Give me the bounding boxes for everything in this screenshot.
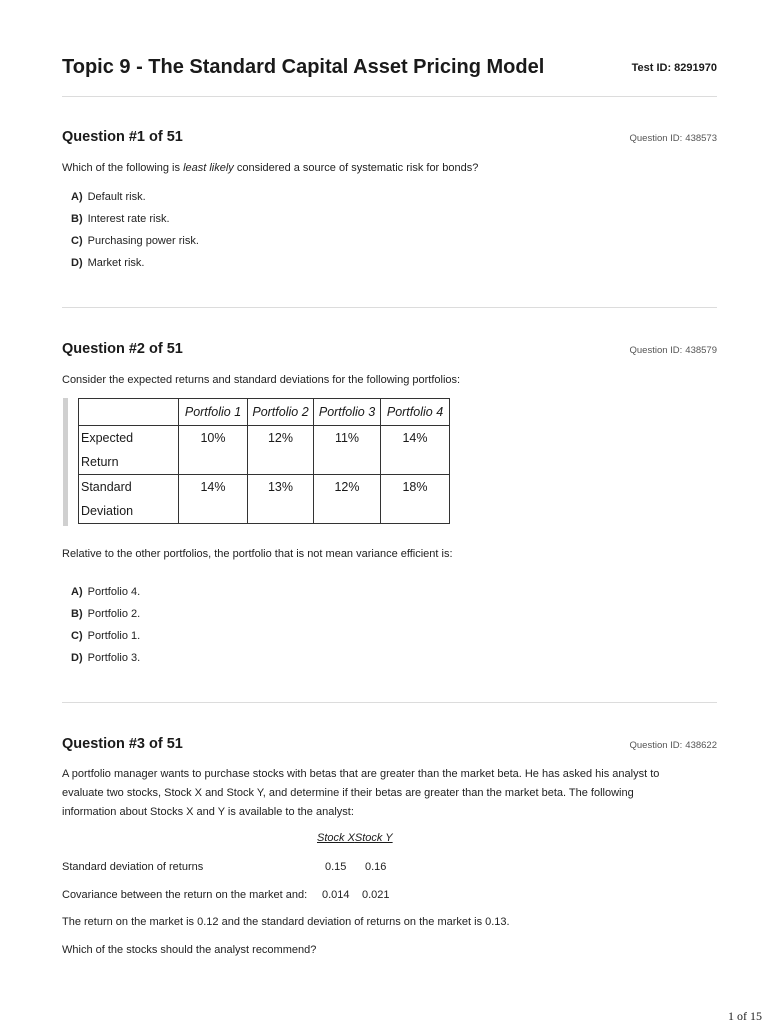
table-cell: 18%: [381, 475, 450, 524]
choice-letter: A): [71, 586, 83, 598]
choice-letter: B): [71, 213, 83, 225]
stock-y-header: Stock Y: [354, 832, 393, 844]
choice-letter: B): [71, 608, 83, 620]
question-id-value: 438573: [685, 133, 717, 144]
question-3-paragraph-line: information about Stocks X and Y is available to the analyst:: [62, 806, 354, 818]
page-header: [62, 56, 717, 86]
prompt-emphasis: least likely: [183, 162, 234, 174]
choice-letter: D): [71, 652, 83, 664]
divider: [62, 307, 717, 308]
table-accent-bar: [63, 398, 68, 526]
data-row-label: Covariance between the return on the market and:: [62, 889, 308, 901]
table-cell: 11%: [314, 426, 381, 475]
question-id-label: Question ID:: [629, 345, 683, 356]
choice-letter: D): [71, 257, 83, 269]
question-count: of 51: [149, 341, 183, 357]
question-1-title: [62, 129, 187, 145]
choice-text: Market risk.: [87, 257, 145, 269]
question-id-value: 438622: [685, 740, 717, 751]
page-of: of: [737, 1009, 747, 1023]
test-id-value: 8291970: [674, 62, 717, 74]
question-2-choices: [71, 585, 140, 673]
test-id: [632, 62, 717, 74]
question-number: Question #1: [62, 129, 145, 145]
portfolio-table: [78, 398, 450, 524]
table-header-cell: Portfolio 1: [179, 399, 248, 426]
choice-text: Portfolio 4.: [87, 586, 141, 598]
question-id-label: Question ID:: [629, 740, 683, 751]
choice-text: Default risk.: [87, 191, 146, 203]
table-header-cell: Portfolio 3: [314, 399, 381, 426]
row-label: [79, 475, 179, 524]
question-3-title: [62, 736, 187, 752]
table-cell: 14%: [179, 475, 248, 524]
question-2-title: [62, 341, 187, 357]
stock-x-value: 0.014: [322, 889, 350, 901]
question-number: Question #2: [62, 341, 145, 357]
data-row-label: Standard deviation of returns: [62, 861, 204, 873]
prompt-text: considered a source of systematic risk for bonds?: [233, 162, 479, 174]
table-cell: 14%: [381, 426, 450, 475]
choice-letter: A): [71, 191, 83, 203]
answer-choice[interactable]: [71, 629, 140, 651]
stock-column-headers: [317, 832, 393, 844]
answer-choice[interactable]: [71, 585, 140, 607]
choice-text: Purchasing power risk.: [87, 235, 199, 247]
question-1-prompt: [62, 162, 478, 174]
choice-text: Portfolio 1.: [87, 630, 141, 642]
stock-x-header: Stock X: [317, 832, 355, 844]
answer-choice[interactable]: [71, 190, 199, 212]
choice-text: Interest rate risk.: [87, 213, 170, 225]
test-id-label: Test ID:: [631, 62, 672, 74]
row-label-line: Expected: [81, 431, 134, 445]
table-header-cell: [79, 399, 179, 426]
answer-choice[interactable]: [71, 651, 140, 673]
row-label-line: Return: [81, 455, 119, 469]
question-3-header: [62, 736, 717, 756]
question-2-id: [629, 345, 717, 356]
table-row: [79, 426, 450, 475]
divider: [62, 96, 717, 97]
question-3-paragraph-line: evaluate two stocks, Stock X and Stock Y, and determine if their betas are greater than the market beta. The following: [62, 787, 634, 799]
table-cell: 10%: [179, 426, 248, 475]
question-id-value: 438579: [685, 345, 717, 356]
question-2-header: [62, 341, 717, 361]
answer-choice[interactable]: [71, 607, 140, 629]
question-1-id: [629, 133, 717, 144]
page-number: [728, 1009, 762, 1024]
question-1-header: [62, 129, 717, 149]
question-2-prompt: Consider the expected returns and standard deviations for the following portfolios:: [62, 374, 461, 386]
question-1-choices: [71, 190, 199, 278]
question-2-follow-up: Relative to the other portfolios, the portfolio that is not mean variance efficient is:: [62, 548, 453, 560]
prompt-text: Which of the following is: [62, 162, 184, 174]
table-row: [79, 475, 450, 524]
question-3-paragraph-line: A portfolio manager wants to purchase stocks with betas that are greater than the market beta. He has asked his analyst to: [62, 768, 660, 780]
table-cell: 13%: [248, 475, 314, 524]
question-id-label: Question ID:: [629, 133, 683, 144]
divider: [62, 702, 717, 703]
table-header-cell: Portfolio 4: [381, 399, 450, 426]
question-number: Question #3: [62, 736, 145, 752]
choice-text: Portfolio 2.: [87, 608, 141, 620]
row-label-line: Deviation: [81, 504, 134, 518]
answer-choice[interactable]: [71, 212, 199, 234]
question-count: of 51: [149, 736, 183, 752]
market-statement: The return on the market is 0.12 and the standard deviation of returns on the market is 0.13.: [62, 916, 510, 928]
choice-letter: C): [71, 235, 83, 247]
answer-choice[interactable]: [71, 234, 199, 256]
table-header-row: [79, 399, 450, 426]
table-header-cell: Portfolio 2: [248, 399, 314, 426]
page-current: 1: [728, 1009, 734, 1023]
row-label-line: Standard: [81, 480, 132, 494]
choice-letter: C): [71, 630, 83, 642]
stock-y-value: 0.021: [362, 889, 390, 901]
stock-x-value: 0.15: [325, 861, 347, 873]
question-3-ask: Which of the stocks should the analyst recommend?: [62, 944, 317, 956]
stock-y-value: 0.16: [365, 861, 387, 873]
table-cell: 12%: [314, 475, 381, 524]
question-count: of 51: [149, 129, 183, 145]
answer-choice[interactable]: [71, 256, 199, 278]
choice-text: Portfolio 3.: [87, 652, 141, 664]
page-total: 15: [750, 1009, 762, 1023]
question-3-id: [629, 740, 717, 751]
table-cell: 12%: [248, 426, 314, 475]
page-title: Topic 9 - The Standard Capital Asset Pricing Model: [62, 56, 545, 78]
row-label: [79, 426, 179, 475]
